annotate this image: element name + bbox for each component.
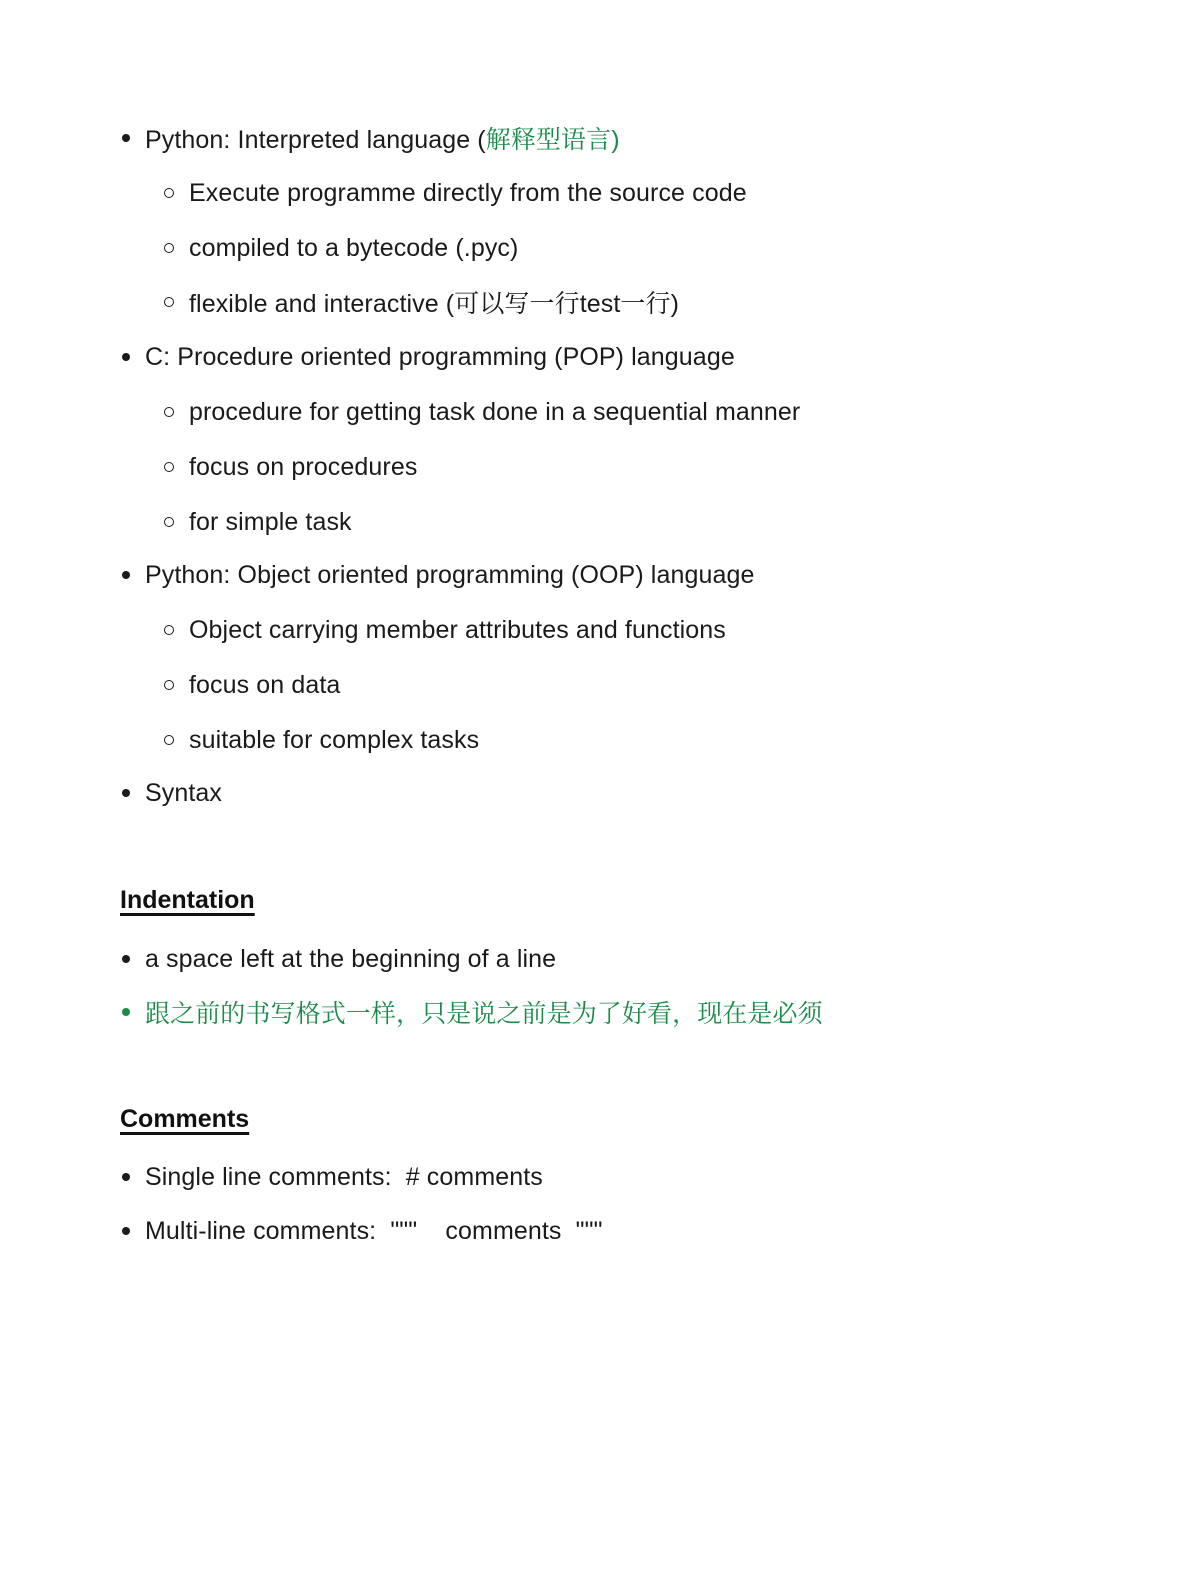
sub-bullet-text: Object carrying member attributes and functions [189,615,726,644]
sub-bullet-text: Execute programme directly from the source code [189,178,747,207]
bullet-dot-icon [122,1227,130,1235]
hollow-circle-icon [164,735,174,745]
heading-comments: Comments [120,1105,250,1133]
bullet-dot-icon [122,353,130,361]
sub-bullet-text: focus on data [189,670,341,699]
hollow-circle-icon [164,407,174,417]
hollow-circle-icon [164,517,174,527]
bullet-text: Multi-line comments: """ comments """ [145,1216,603,1245]
bullet-text: C: Procedure oriented programming (POP) language [145,342,735,371]
hollow-circle-icon [164,462,174,472]
bullet-text: Single line comments: # comments [145,1162,543,1191]
hollow-circle-icon [164,625,174,635]
closing-paren: ) [611,126,620,154]
sub-bullet-text: suitable for complex tasks [189,725,480,754]
hollow-circle-icon [164,243,174,253]
bullet-text: Python: Object oriented programming (OOP) language [145,560,755,589]
hollow-circle-icon [164,188,174,198]
bullet-text: 跟之前的书写格式一样，只是说之前是为了好看，现在是必须 [145,1000,823,1028]
bullet-dot-icon [122,955,130,963]
bullet-text: a space left at the beginning of a line [145,944,557,973]
hollow-circle-icon [164,297,174,307]
bullet-dot-icon [122,1008,130,1016]
bullet-dot-icon [122,1173,130,1181]
sub-bullet-text: flexible and interactive (可以写一行test一行) [189,290,680,318]
sub-bullet-text: focus on procedures [189,452,418,481]
hollow-circle-icon [164,680,174,690]
bullet-text: Syntax [145,778,223,807]
bullet-text: Python: Interpreted language ( [145,126,486,154]
chinese-annotation: 解释型语言 [485,126,612,154]
sub-bullet-text: compiled to a bytecode (.pyc) [189,233,519,262]
bullet-dot-icon [122,134,130,142]
sub-bullet-text: for simple task [189,507,352,536]
sub-bullet-text: procedure for getting task done in a sequential manner [189,397,801,426]
bullet-dot-icon [122,571,130,579]
heading-indentation: Indentation [120,886,255,914]
bullet-dot-icon [122,789,130,797]
